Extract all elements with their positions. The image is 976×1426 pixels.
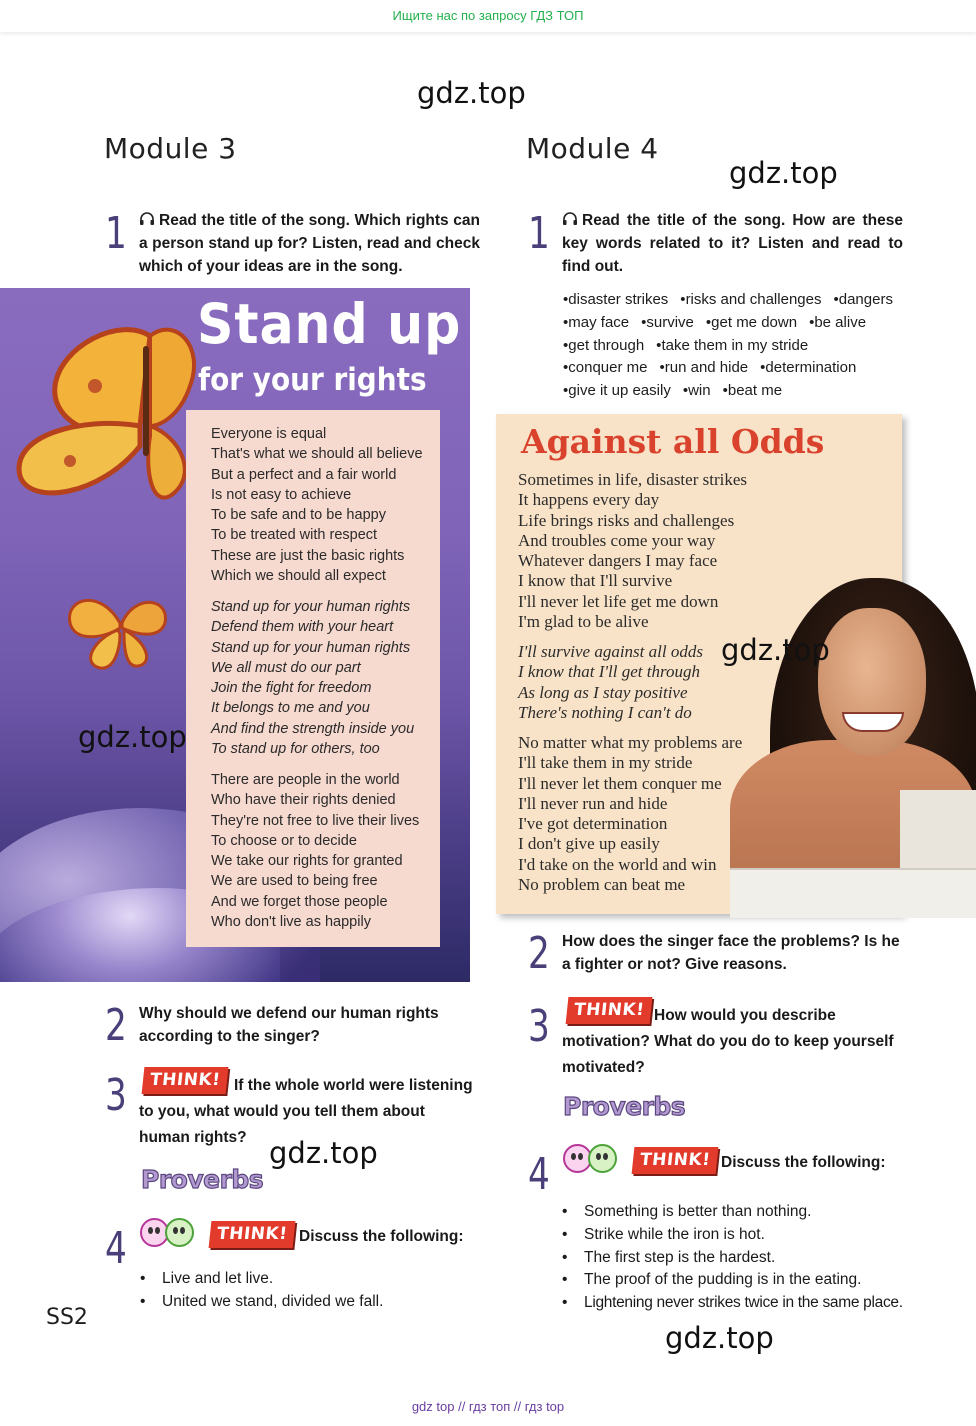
key-word: get me down bbox=[711, 313, 798, 331]
lyric-line: Which we should all expect bbox=[211, 568, 386, 585]
lyric-line: No problem can beat me bbox=[518, 875, 686, 895]
lyrics-verse-1 bbox=[211, 424, 423, 586]
task-1-text bbox=[562, 209, 903, 278]
proverbs-heading: Proverbs bbox=[141, 1165, 264, 1194]
think-label: THINK! bbox=[632, 1147, 719, 1174]
task-number: 3 bbox=[528, 1001, 550, 1052]
task-3-text: If the whole world were listening to you, what would you tell them about human rights? bbox=[139, 1077, 473, 1146]
key-word: determination bbox=[765, 359, 857, 377]
lyric-line: Stand up for your human rights bbox=[211, 599, 411, 615]
lyric-line: And find the strength inside you bbox=[211, 720, 415, 737]
lyric-line: It belongs to me and you bbox=[211, 700, 370, 717]
key-words-row: •disaster strikes •risks and challenges •dangers bbox=[563, 291, 893, 308]
task-number: 2 bbox=[528, 928, 550, 979]
lyric-line: We all must do our part bbox=[211, 659, 361, 676]
task-1-label: Read the title of the song. How are these key words related to it? Listen and read to find out. bbox=[562, 212, 903, 275]
key-word: disaster strikes bbox=[568, 291, 669, 308]
watermark: gdz.top bbox=[269, 1136, 378, 1170]
lyrics-chorus bbox=[518, 642, 703, 723]
proverb-item: • Something is better than nothing. bbox=[562, 1201, 903, 1224]
proverb-item: • Live and let live. bbox=[140, 1268, 383, 1291]
girl-photo bbox=[818, 608, 926, 756]
lyric-line: There are people in the world bbox=[211, 772, 400, 788]
lyric-line: These are just the basic rights bbox=[211, 547, 405, 564]
smiley-icons bbox=[140, 1218, 194, 1252]
task-4-text: Discuss the following: bbox=[299, 1228, 464, 1245]
watermark: gdz.top bbox=[665, 1321, 774, 1355]
lyric-line: Stand up for your human rights bbox=[211, 639, 411, 656]
lyric-line: I'd take on the world and win bbox=[518, 854, 717, 874]
lyric-line: Who don't live as happily bbox=[211, 914, 371, 931]
proverbs-heading: Proverbs bbox=[563, 1092, 686, 1121]
lyric-line: Is not easy to achieve bbox=[211, 486, 352, 503]
song-title: Stand up bbox=[197, 292, 462, 356]
module-4-heading: Module 4 bbox=[526, 132, 659, 165]
lyrics-verse-2 bbox=[518, 733, 742, 895]
lyric-line: We take our rights for granted bbox=[211, 853, 403, 870]
task-number: 4 bbox=[105, 1223, 127, 1274]
key-word: dangers bbox=[838, 291, 893, 308]
task-3-text: How would you describe motivation? What do you do to keep yourself motivated? bbox=[562, 1007, 894, 1076]
butterfly-image bbox=[60, 578, 180, 678]
page-code: SS2 bbox=[46, 1305, 88, 1330]
lyric-line: They're not free to live their lives bbox=[211, 812, 420, 829]
smiley-icon bbox=[588, 1144, 617, 1173]
lyric-line: That's what we should all believe bbox=[211, 446, 423, 463]
think-label: THINK! bbox=[142, 1067, 229, 1094]
proverb-item: • The proof of the pudding is in the eating. bbox=[562, 1269, 903, 1292]
think-label: THINK! bbox=[566, 997, 653, 1024]
task-number: 1 bbox=[105, 208, 127, 259]
search-banner-link[interactable]: Ищите нас по запросу ГДЗ ТОП bbox=[392, 8, 584, 23]
key-words-row: •get through •take them in my stride bbox=[563, 336, 809, 354]
song-title: Against all Odds bbox=[521, 422, 825, 461]
lyric-line: Life brings risks and challenges bbox=[518, 510, 735, 530]
key-words-row: •conquer me •run and hide •determination bbox=[563, 359, 857, 377]
lyrics-verse-2 bbox=[211, 770, 419, 932]
lyric-line: Whatever dangers I may face bbox=[518, 551, 718, 571]
smiley-icons bbox=[563, 1144, 617, 1178]
key-word: run and hide bbox=[664, 359, 749, 377]
headphones-icon bbox=[139, 212, 155, 226]
key-word: give it up easily bbox=[568, 382, 671, 400]
task-number: 4 bbox=[528, 1149, 550, 1200]
task-4-text: Discuss the following: bbox=[721, 1154, 886, 1171]
task-number: 2 bbox=[105, 1000, 127, 1051]
lyric-line: There's nothing I can't do bbox=[518, 702, 692, 722]
key-word: risks and challenges bbox=[685, 291, 822, 308]
proverb-list bbox=[562, 1201, 903, 1315]
watermark: gdz.top bbox=[417, 76, 526, 110]
key-word: survive bbox=[646, 313, 694, 331]
lyric-line: I've got determination bbox=[518, 814, 668, 834]
key-words bbox=[563, 289, 905, 403]
lyric-line: But a perfect and a fair world bbox=[211, 466, 397, 483]
lyric-line: No matter what my problems are bbox=[518, 733, 743, 752]
watermark: gdz.top bbox=[721, 633, 830, 667]
key-word: be alive bbox=[814, 313, 867, 331]
lyrics-verse-1 bbox=[518, 470, 747, 632]
lyric-line: I'll survive against all odds bbox=[518, 642, 703, 661]
book-image bbox=[730, 868, 976, 918]
think-badge bbox=[633, 1147, 717, 1174]
lyric-line: It happens every day bbox=[518, 490, 660, 510]
smiley-icon bbox=[165, 1218, 194, 1247]
lyric-line: Who have their rights denied bbox=[211, 792, 396, 809]
lyric-line: I know that I'll survive bbox=[518, 571, 673, 591]
lyric-line: To stand up for others, too bbox=[211, 741, 380, 758]
proverb-item: • United we stand, divided we fall. bbox=[140, 1291, 383, 1314]
lyric-line: We are used to being free bbox=[211, 873, 378, 890]
key-word: beat me bbox=[727, 382, 783, 400]
lyric-line: I'm glad to be alive bbox=[518, 612, 649, 632]
task-number: 3 bbox=[105, 1070, 127, 1121]
lyric-line: I don't give up easily bbox=[518, 834, 660, 854]
lyric-line: Join the fight for freedom bbox=[211, 680, 372, 697]
headphones-icon bbox=[562, 212, 578, 226]
task-2-text: Why should we defend our human rights according to the singer? bbox=[139, 1005, 439, 1045]
lyric-line: Everyone is equal bbox=[211, 426, 327, 442]
proverb-item: • The first step is the hardest. bbox=[562, 1247, 903, 1270]
lyrics-chorus bbox=[211, 597, 414, 759]
think-label: THINK! bbox=[209, 1221, 296, 1248]
key-word: conquer me bbox=[568, 359, 648, 377]
lyric-line: To be treated with respect bbox=[211, 527, 378, 544]
lyric-line: I'll never let them conquer me bbox=[518, 773, 722, 793]
lyric-line: To choose or to decide bbox=[211, 832, 357, 849]
watermark: gdz.top bbox=[78, 720, 187, 754]
proverb-item: • Lightening never strikes twice in the same place. bbox=[562, 1292, 903, 1315]
lyric-line: Defend them with your heart bbox=[211, 619, 394, 636]
module-3-heading: Module 3 bbox=[104, 132, 237, 165]
task-1-label: Read the title of the song. Which rights can a person stand up for? Listen, read and check which of your ideas are in the song. bbox=[139, 212, 480, 275]
key-words-row: •may face •survive •get me down •be alive bbox=[563, 313, 867, 331]
butterfly-image bbox=[0, 306, 210, 526]
proverb-item: • Strike while the iron is hot. bbox=[562, 1224, 903, 1247]
proverb-list bbox=[140, 1268, 383, 1314]
footer-links[interactable]: gdz top // гдз топ // гдз top bbox=[411, 1399, 565, 1414]
lyric-line: I know that I'll get through bbox=[518, 662, 700, 682]
task-number: 1 bbox=[528, 208, 550, 259]
key-word: get through bbox=[568, 336, 645, 354]
lyric-line: And troubles come your way bbox=[518, 530, 716, 550]
lyric-line: And we forget those people bbox=[211, 893, 388, 910]
task-1-text bbox=[139, 209, 480, 278]
lyric-line: I'll never run and hide bbox=[518, 793, 668, 813]
lyric-line: Sometimes in life, disaster strikes bbox=[518, 470, 747, 489]
lyric-line: I'll never let life get me down bbox=[518, 591, 719, 611]
key-word: win bbox=[688, 382, 711, 400]
key-word: may face bbox=[568, 313, 630, 331]
key-words-row: •give it up easily •win •beat me bbox=[563, 382, 783, 400]
watermark: gdz.top bbox=[729, 156, 838, 190]
lyric-line: I'll take them in my stride bbox=[518, 753, 693, 773]
think-badge bbox=[210, 1221, 294, 1248]
song-subtitle: for your rights bbox=[198, 362, 427, 398]
lyric-line: To be safe and to be happy bbox=[211, 507, 386, 524]
key-word: take them in my stride bbox=[661, 336, 809, 354]
task-2-text: How does the singer face the problems? Is he a fighter or not? Give reasons. bbox=[562, 933, 900, 973]
lyric-line: As long as I stay positive bbox=[518, 682, 688, 702]
